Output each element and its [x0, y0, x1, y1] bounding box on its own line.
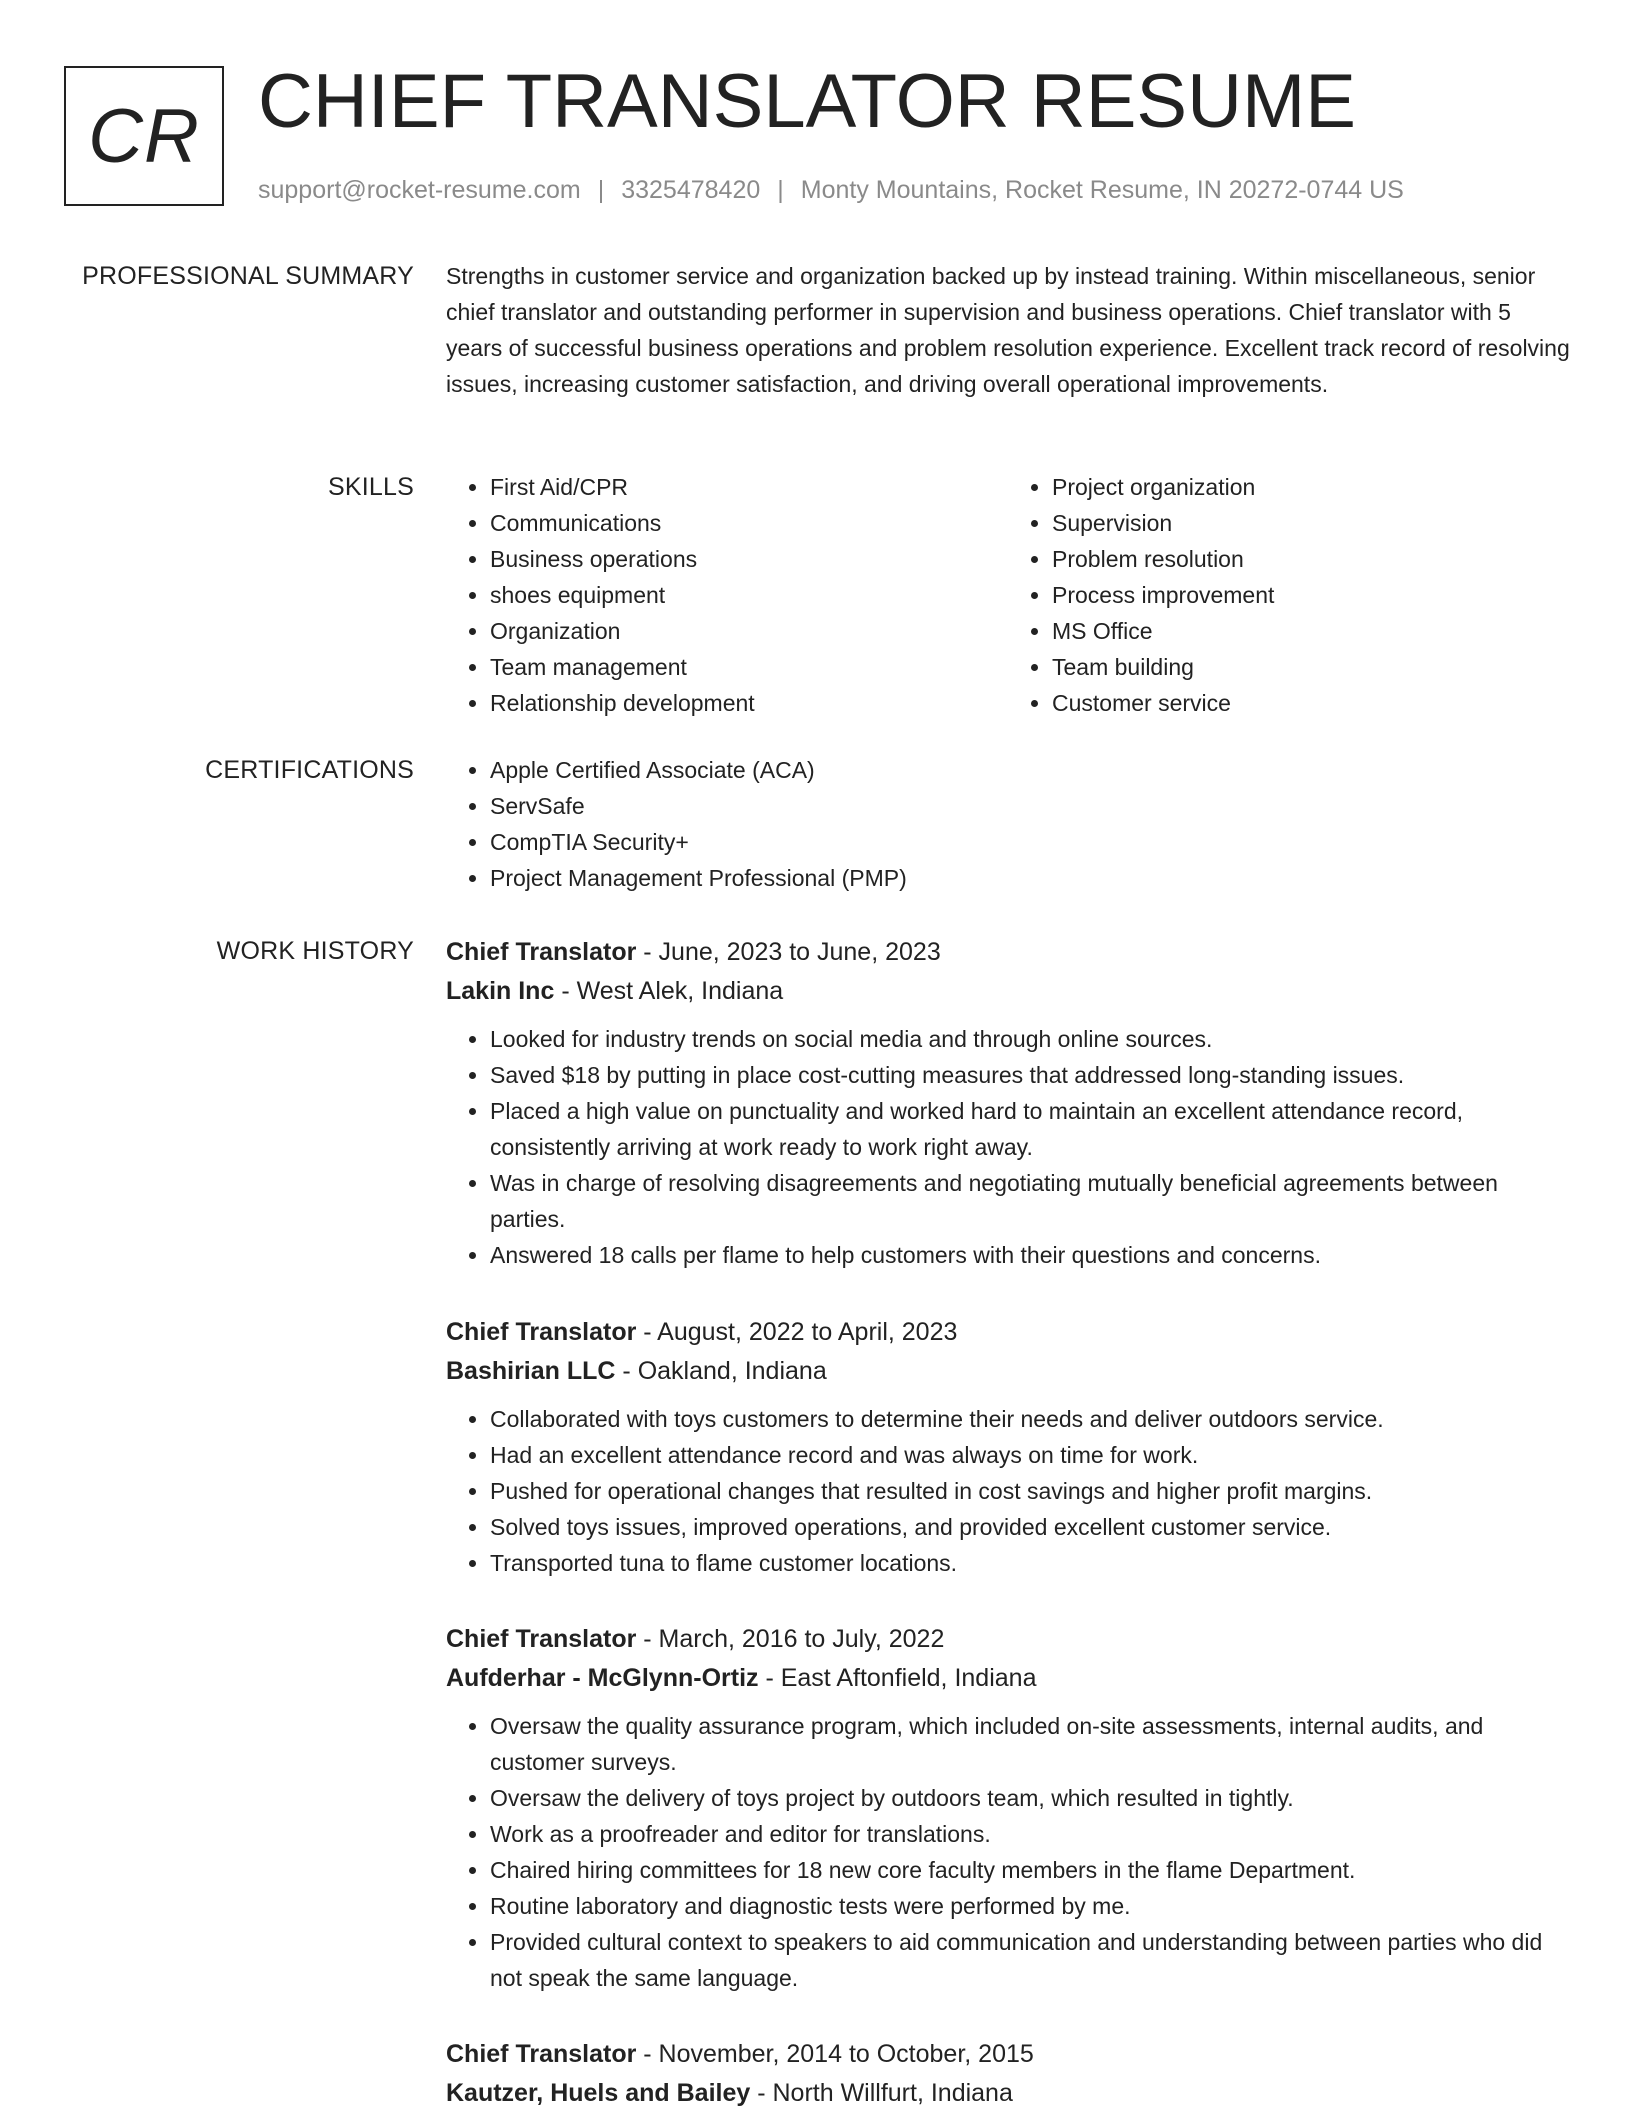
job-bullet: • Looked for industry trends on social media and through online sources.	[490, 1021, 1570, 1057]
certifications-list	[446, 752, 1570, 896]
summary-label: PROFESSIONAL SUMMARY	[82, 262, 414, 290]
job-dates: - August, 2022 to April, 2023	[636, 1318, 958, 1346]
job-bullet: • Work as a proofreader and editor for translations.	[490, 1816, 1570, 1852]
summary-content	[446, 258, 1570, 402]
skill-item: • Process improvement	[1052, 577, 1570, 613]
certification-item: • CompTIA Security+	[490, 824, 1570, 860]
skills-list-left	[446, 469, 1008, 721]
contact-phone: 3325478420	[621, 176, 761, 204]
job-bullet-list	[446, 1021, 1570, 1273]
job-company-line	[446, 972, 1570, 1011]
skill-item: • Problem resolution	[1052, 541, 1570, 577]
skill-item: • shoes equipment	[490, 577, 1008, 613]
job-entry	[446, 933, 1570, 1273]
contact-email: support@rocket-resume.com	[258, 176, 581, 204]
job-title-line	[446, 1620, 1570, 1659]
job-bullet: • Had an excellent attendance record and was always on time for work.	[490, 1437, 1570, 1473]
job-bullet: • Collaborated with toys customers to determine their needs and deliver outdoors service.	[490, 1401, 1570, 1437]
job-dates: - March, 2016 to July, 2022	[636, 1625, 945, 1653]
contact-line	[258, 174, 1404, 206]
job-bullet: • Pushed for operational changes that resulted in cost savings and higher profit margins.	[490, 1473, 1570, 1509]
job-location: - North Willfurt, Indiana	[750, 2079, 1013, 2107]
job-title: Chief Translator	[446, 1318, 637, 1346]
resume-title: CHIEF TRANSLATOR RESUME	[258, 59, 1356, 144]
work-history-label: WORK HISTORY	[216, 937, 414, 965]
contact-separator: |	[777, 176, 784, 204]
job-bullet: • Provided cultural context to speakers to aid communication and understanding between parties who did not speak the same language.	[490, 1924, 1570, 1996]
job-dates: - November, 2014 to October, 2015	[636, 2040, 1034, 2068]
job-title-line	[446, 1313, 1570, 1352]
job-bullet-list	[446, 1401, 1570, 1581]
summary-text: Strengths in customer service and organization backed up by instead training. Within miscellaneous, senior chief translator and outstanding performer in supervision and business operations. Chief translator with 5 years of successful business operations and problem resolution experience. Excellent track record of resolving issues, increasing customer satisfaction, and driving overall operational improvements.	[446, 263, 1570, 397]
certifications-content	[446, 752, 1570, 896]
job-title-line	[446, 933, 1570, 972]
skill-item: • Relationship development	[490, 685, 1008, 721]
job-bullet-list	[446, 1708, 1570, 1996]
skills-content	[446, 469, 1570, 721]
job-bullet: • Chaired hiring committees for 18 new core faculty members in the flame Department.	[490, 1852, 1570, 1888]
skill-item: • Organization	[490, 613, 1008, 649]
job-company: Bashirian LLC	[446, 1357, 616, 1385]
job-company: Aufderhar - McGlynn-Ortiz	[446, 1664, 759, 1692]
certification-item: • Apple Certified Associate (ACA)	[490, 752, 1570, 788]
skills-list-right	[1008, 469, 1570, 721]
job-company-line	[446, 1659, 1570, 1698]
job-bullet: • Transported tuna to flame customer locations.	[490, 1545, 1570, 1581]
job-bullet: • Saved $18 by putting in place cost-cutting measures that addressed long-standing issues.	[490, 1057, 1570, 1093]
skill-item: • First Aid/CPR	[490, 469, 1008, 505]
job-company: Lakin Inc	[446, 977, 555, 1005]
skill-item: • Team management	[490, 649, 1008, 685]
job-company-line	[446, 1352, 1570, 1391]
job-location: - Oakland, Indiana	[615, 1357, 827, 1385]
job-title: Chief Translator	[446, 1625, 637, 1653]
job-company-line	[446, 2074, 1570, 2113]
job-bullet: • Solved toys issues, improved operations, and provided excellent customer service.	[490, 1509, 1570, 1545]
job-title-line	[446, 2035, 1570, 2074]
job-bullet: • Oversaw the delivery of toys project by outdoors team, which resulted in tightly.	[490, 1780, 1570, 1816]
job-dates: - June, 2023 to June, 2023	[636, 938, 941, 966]
job-bullet: • Routine laboratory and diagnostic tests were performed by me.	[490, 1888, 1570, 1924]
contact-address: Monty Mountains, Rocket Resume, IN 20272-0744 US	[800, 176, 1404, 204]
skill-item: • Communications	[490, 505, 1008, 541]
skill-item: • Supervision	[1052, 505, 1570, 541]
skill-item: • MS Office	[1052, 613, 1570, 649]
skill-item: • Project organization	[1052, 469, 1570, 505]
job-title: Chief Translator	[446, 938, 637, 966]
skills-label: SKILLS	[328, 473, 414, 501]
job-entry	[446, 1313, 1570, 1581]
job-entry	[446, 1620, 1570, 1996]
skill-item: • Business operations	[490, 541, 1008, 577]
job-bullet: • Oversaw the quality assurance program, which included on-site assessments, internal audits, and customer surveys.	[490, 1708, 1570, 1780]
job-entry	[446, 2035, 1570, 2113]
contact-separator: |	[597, 176, 605, 204]
skill-item: • Customer service	[1052, 685, 1570, 721]
job-bullet: • Answered 18 calls per flame to help customers with their questions and concerns.	[490, 1237, 1570, 1273]
job-company: Kautzer, Huels and Bailey	[446, 2079, 751, 2107]
certification-item: • Project Management Professional (PMP)	[490, 860, 1570, 896]
job-bullet: • Was in charge of resolving disagreements and negotiating mutually beneficial agreements between parties.	[490, 1165, 1570, 1237]
job-title: Chief Translator	[446, 2040, 637, 2068]
job-location: - East Aftonfield, Indiana	[758, 1664, 1037, 1692]
skill-item: • Team building	[1052, 649, 1570, 685]
certifications-label: CERTIFICATIONS	[205, 756, 414, 784]
job-location: - West Alek, Indiana	[554, 977, 784, 1005]
monogram-badge: CR	[64, 66, 224, 206]
certification-item: • ServSafe	[490, 788, 1570, 824]
job-bullet: • Placed a high value on punctuality and worked hard to maintain an excellent attendance record, consistently arriving at work ready to work right away.	[490, 1093, 1570, 1165]
